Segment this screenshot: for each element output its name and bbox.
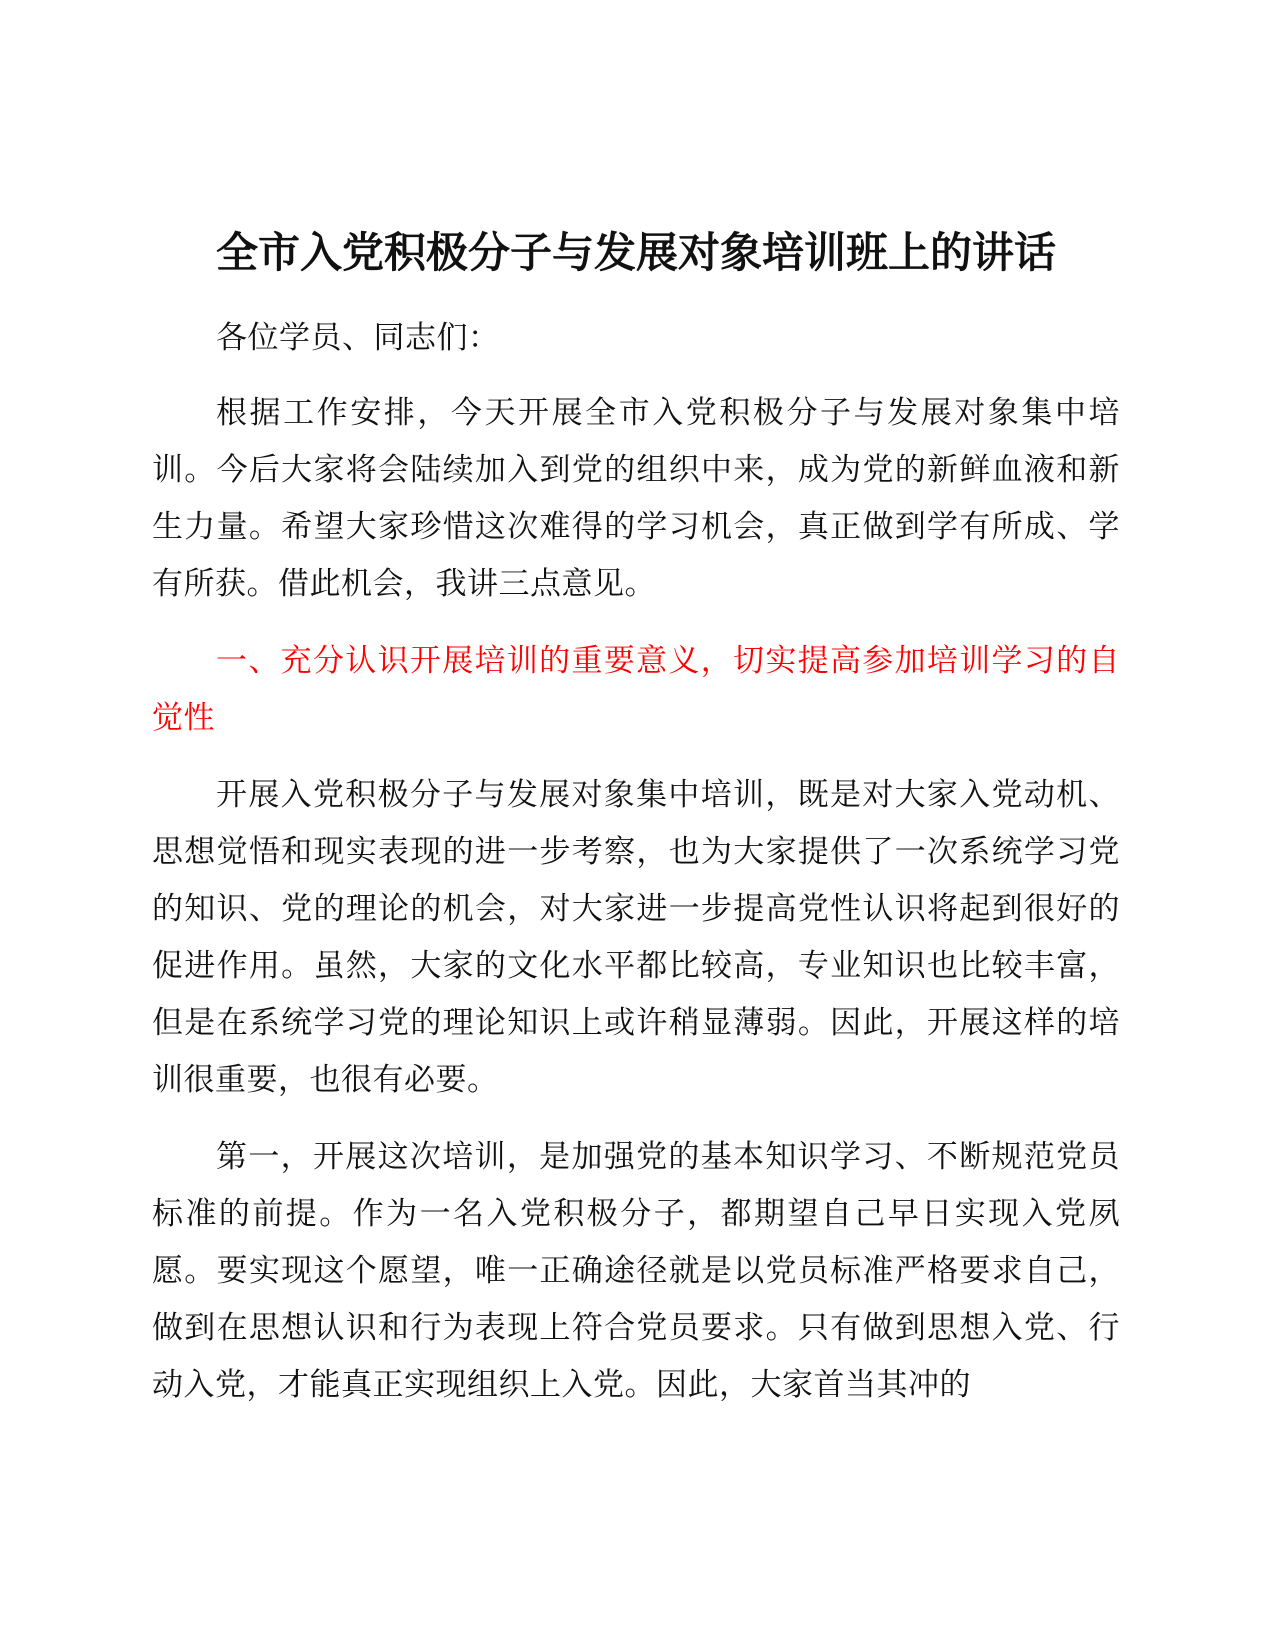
- document-content: [152, 222, 1120, 1434]
- paragraph-intro: 根据工作安排，今天开展全市入党积极分子与发展对象集中培训。今后大家将会陆续加入到党的组织中来，成为党的新鲜血液和新生力量。希望大家珍惜这次难得的学习机会，真正做到学有所成、学有所获。借此机会，我讲三点意见。: [152, 395, 1120, 602]
- paragraph-significance: 开展入党积极分子与发展对象集中培训，既是对大家入党动机、思想觉悟和现实表现的进一步考察，也为大家提供了一次系统学习党的知识、党的理论的机会，对大家进一步提高党性认识将起到很好的促进作用。虽然，大家的文化水平都比较高，专业知识也比较丰富，但是在系统学习党的理论知识上或许稍显薄弱。因此，开展这样的培训很重要，也很有必要。: [152, 777, 1120, 1098]
- paragraph-first-point: 第一，开展这次培训，是加强党的基本知识学习、不断规范党员标准的前提。作为一名入党积极分子，都期望自己早日实现入党夙愿。要实现这个愿望，唯一正确途径就是以党员标准严格要求自己，做到在思想认识和行为表现上符合党员要求。只有做到思想入党、行动入党，才能真正实现组织上入党。因此，大家首当其冲的: [152, 1139, 1120, 1403]
- section-heading-1: 一、充分认识开展培训的重要意义，切实提高参加培训学习的自觉性: [152, 643, 1120, 736]
- greeting: 各位学员、同志们：: [216, 320, 500, 356]
- document-title: 全市入党积极分子与发展对象培训班上的讲话: [215, 228, 1056, 277]
